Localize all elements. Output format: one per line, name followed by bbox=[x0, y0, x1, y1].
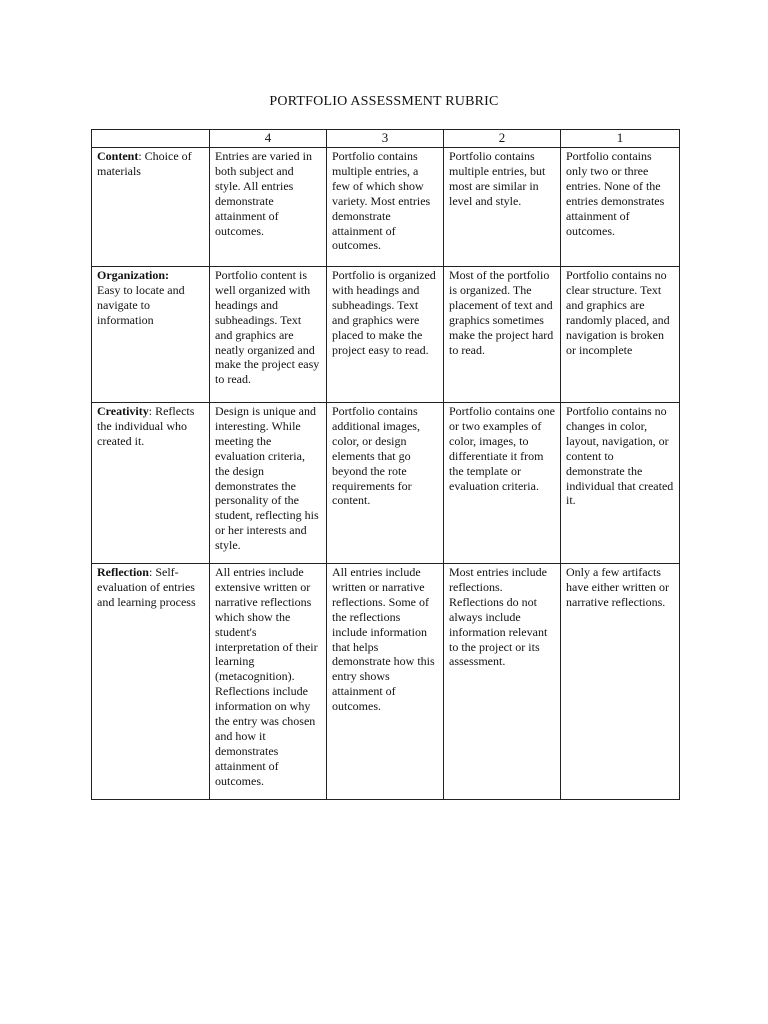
cell-text: All entries include written or narrative reflections. Some of the reflections include information that helps demonstrate how this entry shows attainment of outcomes. bbox=[332, 565, 435, 714]
criterion-name: Content bbox=[97, 149, 139, 163]
rubric-row-content bbox=[92, 148, 680, 267]
criterion-description: : Choice of materials bbox=[97, 149, 192, 178]
cell-text: Entries are varied in both subject and style. All entries demonstrate attainment of outcomes. bbox=[215, 149, 312, 238]
header-cell-level-2: 2 bbox=[444, 130, 561, 148]
criterion-description: : Reflects the individual who created it. bbox=[97, 404, 195, 448]
rubric-table bbox=[91, 129, 680, 800]
level-2-cell bbox=[444, 403, 561, 564]
level-4-cell bbox=[210, 148, 327, 267]
header-cell-level-3: 3 bbox=[327, 130, 444, 148]
level-1-cell bbox=[561, 267, 680, 403]
rubric-row-organization bbox=[92, 267, 680, 403]
cell-text: Portfolio contains one or two examples of color, images, to differentiate it from the template or evaluation criteria. bbox=[449, 404, 555, 493]
criterion-cell bbox=[92, 267, 210, 403]
header-cell-level-4: 4 bbox=[210, 130, 327, 148]
level-2-cell bbox=[444, 564, 561, 800]
cell-text: Portfolio contains additional images, color, or design elements that go beyond the rote requirements for content. bbox=[332, 404, 420, 508]
criterion-description: : Self-evaluation of entries and learning process bbox=[97, 565, 196, 609]
header-cell-level-1: 1 bbox=[561, 130, 680, 148]
criterion-cell bbox=[92, 148, 210, 267]
cell-text: Portfolio contains no clear structure. Text and graphics are randomly placed, and navigation is broken or incomplete bbox=[566, 268, 670, 357]
level-2-cell bbox=[444, 267, 561, 403]
level-1-cell bbox=[561, 148, 680, 267]
header-row bbox=[92, 130, 680, 148]
rubric-row-reflection bbox=[92, 564, 680, 800]
cell-text: Portfolio contains only two or three entries. None of the entries demonstrates attainment of outcomes. bbox=[566, 149, 665, 238]
level-3-cell bbox=[327, 267, 444, 403]
level-3-cell bbox=[327, 564, 444, 800]
cell-text: Design is unique and interesting. While meeting the evaluation criteria, the design demonstrates the personality of the student, reflecting his or her interests and style. bbox=[215, 404, 319, 553]
cell-text: Portfolio contains no changes in color, layout, navigation, or content to demonstrate the individual that created it. bbox=[566, 404, 674, 508]
level-4-cell bbox=[210, 564, 327, 800]
cell-text: Only a few artifacts have either written or narrative reflections. bbox=[566, 565, 669, 609]
level-2-cell bbox=[444, 148, 561, 267]
criterion-description: Easy to locate and navigate to information bbox=[97, 282, 185, 327]
cell-text: Most of the portfolio is organized. The placement of text and graphics sometimes make the project hard to read. bbox=[449, 268, 554, 357]
level-1-cell bbox=[561, 564, 680, 800]
cell-text: Most entries include reflections. Reflections do not always include information relevant to the project or its assessment. bbox=[449, 565, 548, 669]
criterion-cell bbox=[92, 403, 210, 564]
level-1-cell bbox=[561, 403, 680, 564]
cell-text: Portfolio content is well organized with headings and subheadings. Text and graphics are neatly organized and make the project easy to read. bbox=[215, 268, 320, 387]
cell-text: Portfolio is organized with headings and subheadings. Text and graphics were placed to make the project easy to read. bbox=[332, 268, 436, 357]
header-cell-blank bbox=[92, 130, 210, 148]
criterion-name: Creativity bbox=[97, 404, 149, 418]
document-title: PORTFOLIO ASSESSMENT RUBRIC bbox=[269, 94, 499, 109]
cell-text: All entries include extensive written or narrative reflections which show the student's interpretation of their learning (metacognition). Reflections include information on why the entry was chosen and how it demonstrates attainment of outcomes. bbox=[215, 565, 318, 788]
rubric-row-creativity bbox=[92, 403, 680, 564]
level-4-cell bbox=[210, 267, 327, 403]
criterion-name: Reflection bbox=[97, 565, 149, 579]
level-3-cell bbox=[327, 148, 444, 267]
level-3-cell bbox=[327, 403, 444, 564]
criterion-cell bbox=[92, 564, 210, 800]
cell-text: Portfolio contains multiple entries, but most are similar in level and style. bbox=[449, 149, 546, 208]
level-4-cell bbox=[210, 403, 327, 564]
cell-text: Portfolio contains multiple entries, a few of which show variety. Most entries demonstrate attainment of outcomes. bbox=[332, 149, 431, 253]
criterion-name: Organization: bbox=[97, 268, 169, 282]
